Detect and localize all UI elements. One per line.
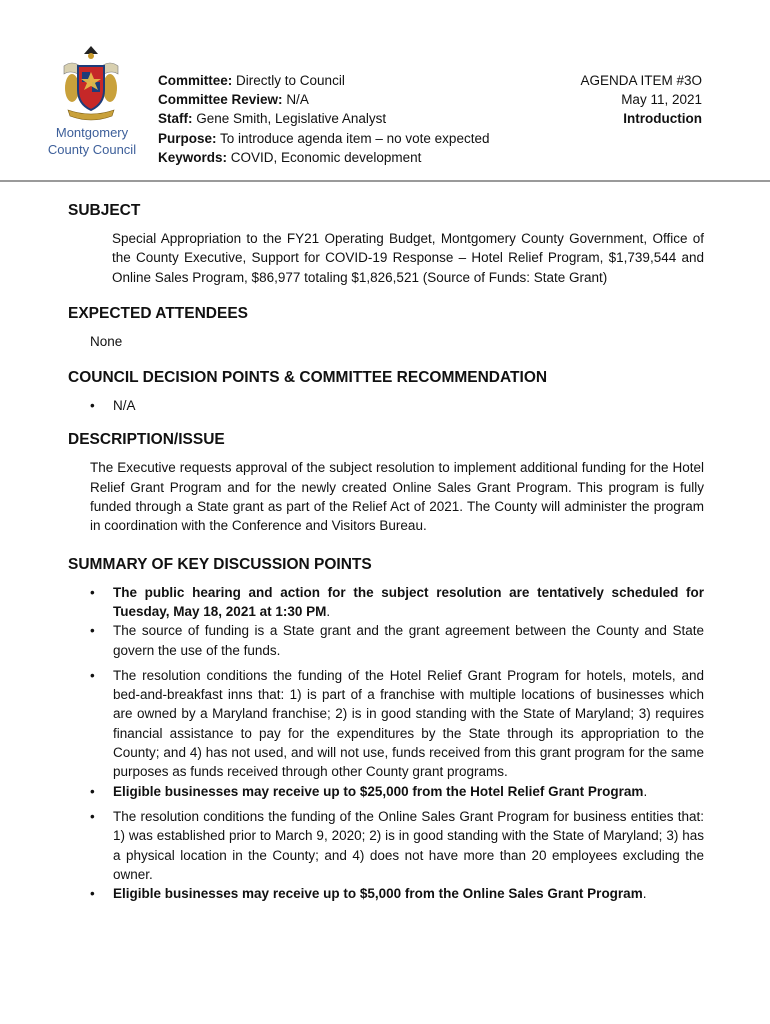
staff-line: Staff: Gene Smith, Legislative Analyst — [158, 111, 387, 127]
bullet-icon: • — [90, 783, 95, 799]
description-section — [68, 429, 704, 535]
section-heading: SUBJECT — [68, 202, 141, 219]
section-heading: SUMMARY OF KEY DISCUSSION POINTS — [68, 555, 372, 573]
bullet-icon: • — [90, 584, 95, 600]
section-heading: EXPECTED ATTENDEES — [68, 304, 248, 322]
meeting-metadata — [158, 71, 489, 167]
list-item: • The source of funding is a State grant and the grant agreement between the County and State govern the use of the funds. — [90, 623, 704, 658]
section-heading: DESCRIPTION/ISSUE — [68, 431, 225, 449]
agenda-date: May 11, 2021 — [621, 92, 702, 108]
committee-line: Committee: Directly to Council — [158, 73, 345, 88]
subject-section — [68, 200, 704, 287]
decision-section — [68, 367, 704, 415]
bullet-icon: • — [90, 886, 95, 902]
bullet-icon: • — [90, 667, 95, 683]
section-heading: COUNCIL DECISION POINTS & COMMITTEE RECOMMENDATION — [68, 369, 548, 387]
summary-list — [68, 583, 704, 904]
bullet-icon: • — [90, 808, 95, 824]
county-seal-icon — [58, 44, 124, 124]
agenda-status: Introduction — [623, 111, 702, 127]
list-item: • Eligible businesses may receive up to $25,000 from the Hotel Relief Grant Program. — [68, 782, 704, 801]
header-divider — [0, 180, 770, 182]
agenda-info — [580, 71, 702, 129]
subject-text: Special Appropriation to the FY21 Operating Budget, Montgomery County Government, Office of the County Executive, Support for COVID-19 Response – Hotel Relief Program, $1,739,544 and Online Sales Program, $86,977 totaling $1,826,521 (Source of Funds: State Grant) — [112, 231, 704, 285]
decision-list — [68, 396, 704, 415]
committee-review-line: Committee Review: N/A — [158, 92, 309, 108]
agenda-item-number: AGENDA ITEM #3O — [580, 73, 702, 88]
list-item: • The resolution conditions the funding of the Online Sales Grant Program for business entities that: 1) was established prior to March 9, 2020; 2) is in good standing with the State of Maryland; 3) has a physical location in the County; and 4) does not have more than 20 employees excluding the owner. — [90, 808, 704, 882]
purpose-line: Purpose: To introduce agenda item – no vote expected — [158, 130, 490, 146]
list-item: • The resolution conditions the funding of the Hotel Relief Grant Program for hotels, motels, and bed-and-breakfast inns that: 1) is part of a franchise with multiple locations of businesses which are owned by a Maryland franchise; 2) is in good standing with the State of Maryland; 3) requires financial assistance to pay for the expenditures by the State through its appropriation to the County; and 4) has not used, and will not use, funds received from this grant program for the same purposes as funds received through other County grant programs. — [90, 667, 704, 780]
list-item: • N/A — [68, 396, 704, 415]
attendees-text: None — [90, 333, 123, 349]
document-header — [0, 0, 770, 182]
list-item: • The public hearing and action for the subject resolution are tentatively scheduled for Tuesday, May 18, 2021 at 1:30 PM. — [90, 584, 704, 619]
summary-section — [68, 554, 704, 904]
description-text: The Executive requests approval of the subject resolution to implement additional funding for the Hotel Relief Grant Program and for the newly created Online Sales Grant Program. This program is fully funded through a State grant as part of the Relief Act of 2021. The County will administer the program in coordination with the Conference and Visitors Bureau. — [90, 460, 704, 534]
bullet-icon: • — [90, 398, 95, 414]
keywords-line: Keywords: COVID, Economic development — [158, 149, 422, 165]
list-item: • Eligible businesses may receive up to $5,000 from the Online Sales Grant Program. — [68, 884, 704, 903]
bullet-icon: • — [90, 623, 95, 639]
attendees-section — [68, 303, 704, 351]
council-name: Montgomery County Council — [47, 125, 137, 157]
document-body — [68, 200, 704, 903]
